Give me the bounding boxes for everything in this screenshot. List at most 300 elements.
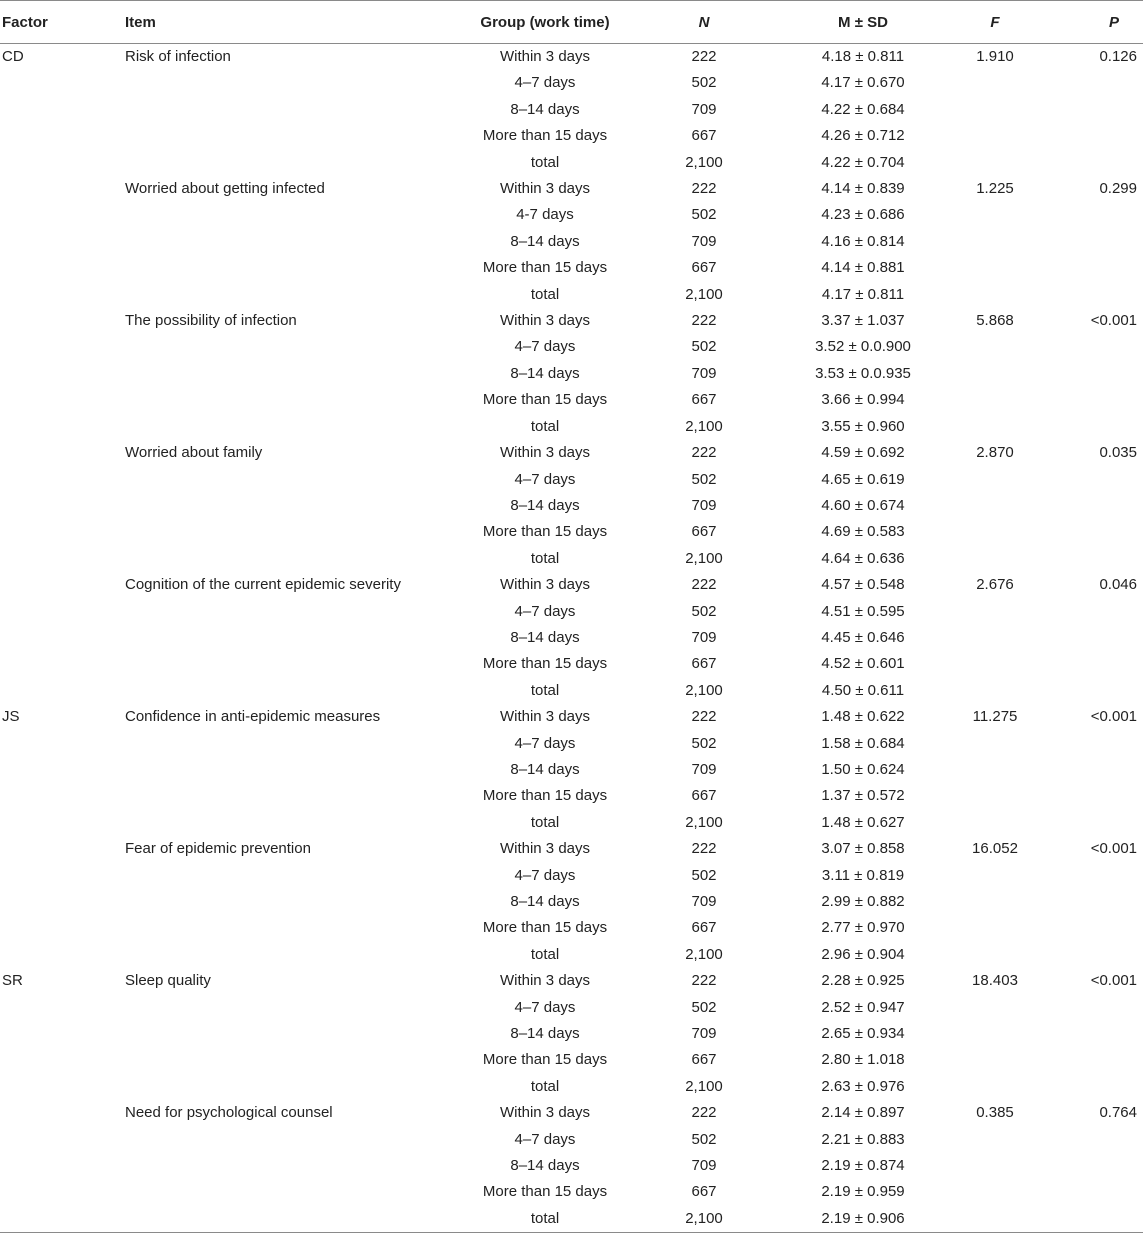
cell-group: total	[530, 945, 560, 963]
cell-n: 502	[691, 1130, 717, 1148]
cell-n: 667	[691, 127, 717, 145]
cell-factor	[0, 1100, 125, 1126]
cell-factor	[0, 863, 125, 889]
cell-item	[125, 255, 465, 281]
cell-f	[943, 1074, 1047, 1100]
cell-factor	[0, 493, 125, 519]
cell-mean-sd: 3.07 ± 0.858	[821, 840, 905, 858]
cell-group: Within 3 days	[499, 1104, 591, 1122]
cell-item	[125, 414, 465, 440]
cell-item: Cognition of the current epidemic severity	[125, 576, 401, 594]
cell-item: Need for psychological counsel	[125, 1104, 333, 1122]
cell-p	[1047, 519, 1143, 545]
cell-factor	[0, 282, 125, 308]
cell-item	[125, 1206, 465, 1233]
cell-item	[125, 942, 465, 968]
table-row	[0, 1100, 1143, 1126]
cell-f	[943, 783, 1047, 809]
cell-mean-sd: 2.21 ± 0.883	[821, 1130, 905, 1148]
table-row	[0, 757, 1143, 783]
header-f: F	[943, 1, 1047, 44]
table-row	[0, 1021, 1143, 1047]
cell-mean-sd: 4.14 ± 0.881	[821, 259, 905, 277]
table-row	[0, 915, 1143, 941]
cell-f: 2.676	[976, 576, 1014, 594]
cell-group: total	[530, 417, 560, 435]
table-row	[0, 255, 1143, 281]
cell-group: More than 15 days	[482, 391, 608, 409]
cell-factor	[0, 150, 125, 176]
cell-factor	[0, 1179, 125, 1205]
cell-p	[1047, 1206, 1143, 1233]
table-row	[0, 229, 1143, 255]
cell-item	[125, 519, 465, 545]
cell-item	[125, 599, 465, 625]
cell-factor	[0, 229, 125, 255]
table-row	[0, 968, 1143, 994]
cell-p	[1047, 97, 1143, 123]
cell-p	[1047, 70, 1143, 96]
cell-factor	[0, 572, 125, 598]
cell-mean-sd: 2.77 ± 0.970	[821, 919, 905, 937]
cell-p: 0.126	[1099, 48, 1137, 65]
cell-mean-sd: 2.14 ± 0.897	[821, 1104, 905, 1122]
cell-mean-sd: 4.22 ± 0.684	[821, 100, 905, 118]
cell-mean-sd: 4.60 ± 0.674	[821, 496, 905, 514]
cell-mean-sd: 4.64 ± 0.636	[821, 549, 905, 567]
table-row	[0, 731, 1143, 757]
cell-group: More than 15 days	[482, 523, 608, 541]
table-row	[0, 836, 1143, 862]
cell-f	[943, 493, 1047, 519]
cell-p	[1047, 229, 1143, 255]
cell-f	[943, 414, 1047, 440]
cell-item	[125, 678, 465, 704]
cell-n: 222	[691, 48, 717, 65]
cell-item	[125, 202, 465, 228]
cell-group: 8–14 days	[510, 893, 580, 910]
cell-mean-sd: 4.23 ± 0.686	[821, 206, 905, 224]
cell-factor	[0, 1047, 125, 1073]
cell-n: 667	[691, 523, 717, 541]
cell-item: Fear of epidemic prevention	[125, 840, 311, 858]
cell-f	[943, 1206, 1047, 1233]
table-row	[0, 599, 1143, 625]
cell-factor	[0, 731, 125, 757]
cell-factor	[0, 599, 125, 625]
cell-factor	[0, 308, 125, 334]
cell-group: More than 15 days	[482, 655, 608, 673]
cell-item	[125, 387, 465, 413]
cell-group: Within 3 days	[499, 444, 591, 462]
cell-f	[943, 361, 1047, 387]
cell-mean-sd: 1.48 ± 0.627	[821, 813, 905, 831]
header-group: Group (work time)	[465, 1, 625, 44]
cell-item	[125, 467, 465, 493]
cell-factor	[0, 123, 125, 149]
cell-mean-sd: 2.99 ± 0.882	[821, 893, 905, 910]
cell-f: 5.868	[976, 312, 1014, 330]
cell-f	[943, 942, 1047, 968]
table-row	[0, 150, 1143, 176]
table-row	[0, 546, 1143, 572]
cell-n: 709	[691, 100, 717, 118]
cell-item	[125, 1047, 465, 1073]
cell-p	[1047, 1153, 1143, 1179]
cell-group: Within 3 days	[499, 48, 591, 65]
cell-factor: JS	[2, 708, 20, 726]
table-row	[0, 282, 1143, 308]
cell-n: 222	[691, 180, 717, 198]
cell-factor: SR	[2, 972, 23, 990]
cell-group: 4-7 days	[516, 206, 574, 224]
cell-factor	[0, 414, 125, 440]
cell-item	[125, 1127, 465, 1153]
cell-mean-sd: 4.17 ± 0.670	[821, 74, 905, 92]
table-row	[0, 863, 1143, 889]
cell-p	[1047, 625, 1143, 651]
table-row	[0, 704, 1143, 730]
cell-group: total	[530, 1077, 560, 1095]
cell-n: 667	[691, 655, 717, 673]
cell-group: 8–14 days	[510, 628, 580, 646]
table-row	[0, 123, 1143, 149]
cell-group: More than 15 days	[482, 919, 608, 937]
header-item: Item	[125, 1, 465, 44]
cell-n: 667	[691, 787, 717, 805]
cell-group: 4–7 days	[514, 74, 576, 92]
cell-group: 8–14 days	[510, 1025, 580, 1043]
cell-mean-sd: 2.19 ± 0.906	[783, 1206, 943, 1233]
cell-n: 222	[691, 840, 717, 858]
cell-group: 8–14 days	[510, 1157, 580, 1175]
cell-f	[943, 915, 1047, 941]
table-row	[0, 361, 1143, 387]
cell-n: 502	[691, 206, 717, 224]
cell-factor	[0, 519, 125, 545]
cell-p	[1047, 731, 1143, 757]
cell-group: 4–7 days	[514, 734, 576, 752]
cell-factor	[0, 387, 125, 413]
cell-n: 222	[691, 312, 717, 330]
cell-group: total	[530, 153, 560, 171]
table-row	[0, 70, 1143, 96]
cell-n: 2,100	[685, 549, 723, 567]
cell-p	[1047, 255, 1143, 281]
cell-n: 222	[691, 972, 717, 990]
cell-n: 2,100	[625, 1206, 783, 1233]
cell-mean-sd: 4.18 ± 0.811	[821, 48, 905, 65]
table-row	[0, 678, 1143, 704]
cell-group: 4–7 days	[514, 866, 576, 884]
cell-group: Within 3 days	[499, 708, 591, 726]
cell-mean-sd: 3.37 ± 1.037	[821, 312, 905, 330]
cell-p	[1047, 995, 1143, 1021]
cell-item	[125, 334, 465, 360]
cell-n: 502	[691, 602, 717, 620]
cell-factor	[0, 1127, 125, 1153]
cell-p	[1047, 467, 1143, 493]
cell-group: total	[530, 813, 560, 831]
cell-group: 4–7 days	[514, 998, 576, 1016]
cell-n: 2,100	[685, 681, 723, 699]
cell-p	[1047, 150, 1143, 176]
table-row	[0, 625, 1143, 651]
cell-f	[943, 810, 1047, 836]
cell-item: Confidence in anti-epidemic measures	[125, 708, 381, 726]
cell-mean-sd: 4.65 ± 0.619	[821, 470, 905, 488]
cell-f	[943, 202, 1047, 228]
table-row	[0, 493, 1143, 519]
cell-f	[943, 1021, 1047, 1047]
header-n: N	[625, 1, 783, 44]
cell-factor	[0, 625, 125, 651]
cell-n: 709	[691, 1157, 717, 1175]
cell-n: 709	[691, 364, 717, 382]
cell-n: 709	[691, 760, 717, 778]
cell-mean-sd: 4.26 ± 0.712	[821, 127, 905, 145]
cell-group: Within 3 days	[499, 576, 591, 594]
cell-f: 0.385	[976, 1104, 1014, 1122]
table-row	[0, 519, 1143, 545]
cell-item	[125, 282, 465, 308]
cell-f	[943, 387, 1047, 413]
cell-p: 0.764	[1099, 1104, 1137, 1122]
cell-group: Within 3 days	[499, 840, 591, 858]
table-row	[0, 1047, 1143, 1073]
cell-p	[1047, 942, 1143, 968]
cell-p	[1047, 810, 1143, 836]
cell-p	[1047, 282, 1143, 308]
cell-group: Within 3 days	[499, 180, 591, 198]
cell-mean-sd: 4.17 ± 0.811	[821, 285, 905, 303]
cell-group: total	[530, 681, 560, 699]
cell-p	[1047, 783, 1143, 809]
cell-f: 1.910	[976, 48, 1014, 65]
cell-f	[943, 229, 1047, 255]
cell-group: 8–14 days	[510, 232, 580, 250]
cell-group: More than 15 days	[482, 259, 608, 277]
cell-mean-sd: 4.14 ± 0.839	[821, 180, 905, 198]
cell-factor	[0, 915, 125, 941]
cell-n: 667	[691, 259, 717, 277]
cell-n: 667	[691, 919, 717, 937]
cell-mean-sd: 4.50 ± 0.611	[821, 681, 905, 699]
cell-n: 667	[691, 1051, 717, 1069]
table-row	[0, 97, 1143, 123]
cell-f: 11.275	[972, 708, 1018, 726]
table-row	[0, 651, 1143, 677]
cell-f	[943, 599, 1047, 625]
cell-p	[1047, 361, 1143, 387]
cell-f	[943, 651, 1047, 677]
cell-f	[943, 1153, 1047, 1179]
cell-factor	[0, 942, 125, 968]
cell-item	[125, 229, 465, 255]
cell-factor	[0, 440, 125, 466]
cell-factor	[0, 1074, 125, 1100]
cell-p	[1047, 202, 1143, 228]
cell-item	[125, 70, 465, 96]
cell-f: 2.870	[976, 444, 1014, 462]
cell-n: 502	[691, 866, 717, 884]
cell-n: 709	[691, 496, 717, 514]
cell-item	[125, 1074, 465, 1100]
cell-n: 502	[691, 470, 717, 488]
cell-mean-sd: 1.37 ± 0.572	[821, 787, 905, 805]
cell-p	[1047, 1074, 1143, 1100]
table-row	[0, 202, 1143, 228]
cell-f	[943, 334, 1047, 360]
table-row	[0, 572, 1143, 598]
cell-f	[943, 467, 1047, 493]
cell-factor	[0, 810, 125, 836]
table-row	[0, 1179, 1143, 1205]
cell-item	[125, 123, 465, 149]
cell-f	[943, 731, 1047, 757]
cell-group: total	[530, 285, 560, 303]
cell-group: 8–14 days	[510, 364, 580, 382]
table-row	[0, 440, 1143, 466]
cell-f: 16.052	[972, 840, 1018, 858]
cell-p	[1047, 123, 1143, 149]
cell-item: Sleep quality	[125, 972, 211, 990]
cell-item: Worried about family	[125, 444, 263, 462]
cell-p: <0.001	[1090, 840, 1137, 858]
cell-group: 4–7 days	[514, 602, 576, 620]
table-row	[0, 387, 1143, 413]
cell-factor	[0, 334, 125, 360]
cell-mean-sd: 2.19 ± 0.874	[821, 1157, 905, 1175]
cell-p	[1047, 414, 1143, 440]
cell-item	[125, 1179, 465, 1205]
cell-n: 222	[691, 444, 717, 462]
cell-f	[943, 123, 1047, 149]
cell-factor	[0, 255, 125, 281]
cell-factor	[0, 70, 125, 96]
cell-f	[943, 678, 1047, 704]
cell-p	[1047, 1127, 1143, 1153]
cell-n: 2,100	[685, 285, 723, 303]
cell-factor	[0, 546, 125, 572]
header-msd: M ± SD	[783, 1, 943, 44]
cell-group: 8–14 days	[510, 496, 580, 514]
cell-item	[125, 783, 465, 809]
cell-mean-sd: 3.55 ± 0.960	[821, 417, 905, 435]
cell-item	[125, 150, 465, 176]
cell-n: 2,100	[685, 1077, 723, 1095]
cell-p	[1047, 1021, 1143, 1047]
cell-f	[943, 546, 1047, 572]
table-row	[0, 995, 1143, 1021]
cell-mean-sd: 4.52 ± 0.601	[821, 655, 905, 673]
header-row	[0, 1, 1143, 44]
cell-factor	[0, 783, 125, 809]
cell-item	[125, 97, 465, 123]
cell-mean-sd: 4.45 ± 0.646	[821, 628, 905, 646]
cell-item	[125, 546, 465, 572]
cell-factor	[0, 1206, 125, 1233]
cell-factor	[0, 361, 125, 387]
cell-mean-sd: 2.96 ± 0.904	[821, 945, 905, 963]
cell-n: 222	[691, 1104, 717, 1122]
cell-p: 0.046	[1099, 576, 1137, 594]
table-row	[0, 942, 1143, 968]
cell-p: <0.001	[1090, 708, 1137, 726]
cell-p	[1047, 546, 1143, 572]
cell-item: Risk of infection	[125, 48, 231, 65]
cell-n: 502	[691, 734, 717, 752]
cell-mean-sd: 4.22 ± 0.704	[821, 153, 905, 171]
header-p: P	[1047, 1, 1143, 44]
table-row	[0, 783, 1143, 809]
cell-item	[125, 757, 465, 783]
cell-p	[1047, 889, 1143, 915]
cell-p	[1047, 757, 1143, 783]
cell-mean-sd: 4.57 ± 0.548	[821, 576, 905, 594]
cell-p	[1047, 1047, 1143, 1073]
cell-mean-sd: 2.63 ± 0.976	[821, 1077, 905, 1095]
cell-n: 222	[691, 576, 717, 594]
cell-n: 222	[691, 708, 717, 726]
cell-factor	[0, 97, 125, 123]
header-factor: Factor	[0, 1, 125, 44]
table-row	[0, 1206, 1143, 1233]
table-row	[0, 889, 1143, 915]
cell-f	[943, 150, 1047, 176]
cell-group: More than 15 days	[482, 127, 608, 145]
table-row	[0, 810, 1143, 836]
cell-item	[125, 810, 465, 836]
cell-item	[125, 731, 465, 757]
cell-item	[125, 1021, 465, 1047]
cell-factor	[0, 757, 125, 783]
cell-mean-sd: 1.50 ± 0.624	[821, 760, 905, 778]
cell-group: 4–7 days	[514, 1130, 576, 1148]
table-row	[0, 44, 1143, 71]
cell-mean-sd: 4.51 ± 0.595	[821, 602, 905, 620]
cell-f	[943, 282, 1047, 308]
cell-mean-sd: 3.66 ± 0.994	[821, 391, 905, 409]
cell-n: 502	[691, 338, 717, 356]
cell-n: 667	[691, 391, 717, 409]
table-row	[0, 1127, 1143, 1153]
cell-mean-sd: 2.52 ± 0.947	[821, 998, 905, 1016]
cell-n: 2,100	[685, 945, 723, 963]
cell-n: 502	[691, 74, 717, 92]
cell-factor	[0, 889, 125, 915]
cell-item	[125, 493, 465, 519]
cell-n: 709	[691, 232, 717, 250]
cell-f	[943, 1047, 1047, 1073]
cell-f	[943, 995, 1047, 1021]
cell-group: total	[465, 1206, 625, 1233]
cell-p: <0.001	[1090, 972, 1137, 990]
cell-group: More than 15 days	[482, 787, 608, 805]
cell-item	[125, 625, 465, 651]
cell-mean-sd: 2.28 ± 0.925	[821, 972, 905, 990]
cell-p	[1047, 599, 1143, 625]
cell-item	[125, 915, 465, 941]
cell-item: Worried about getting infected	[125, 180, 325, 198]
cell-p	[1047, 387, 1143, 413]
cell-group: Within 3 days	[499, 312, 591, 330]
cell-p: <0.001	[1090, 312, 1137, 330]
cell-mean-sd: 1.58 ± 0.684	[821, 734, 905, 752]
table-row	[0, 308, 1143, 334]
cell-group: 4–7 days	[514, 470, 576, 488]
cell-group: 8–14 days	[510, 100, 580, 118]
